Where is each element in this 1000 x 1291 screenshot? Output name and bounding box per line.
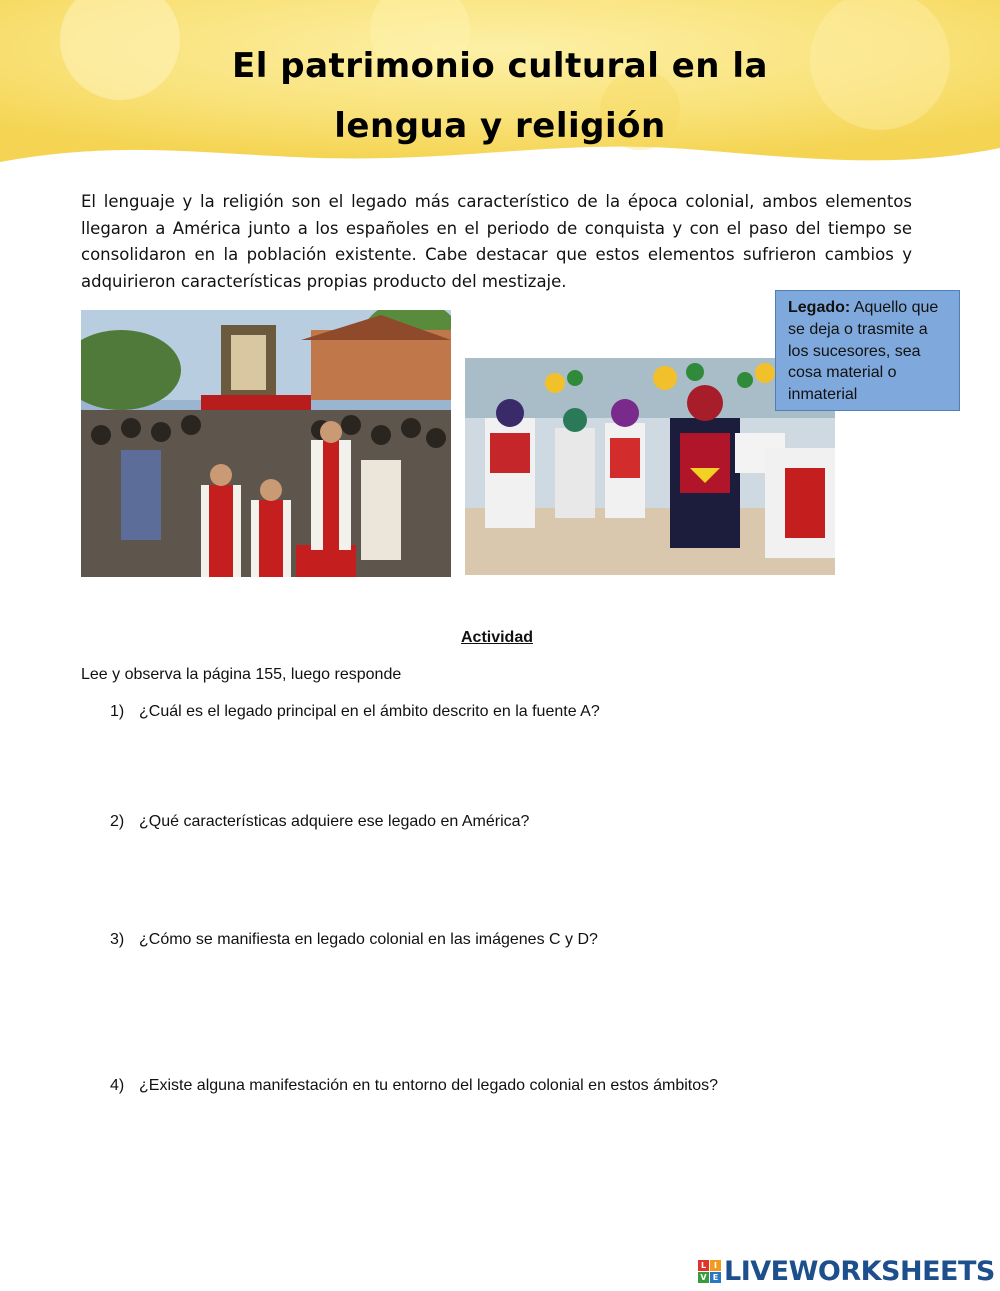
note-definition: Aquello que se deja o trasmite a los sucesores, sea cosa material o inmaterial (788, 299, 939, 404)
question-1 (110, 703, 600, 721)
logo-letter: E (710, 1272, 721, 1283)
definition-note (775, 290, 960, 411)
question-3 (110, 931, 598, 949)
logo-icon (698, 1260, 721, 1283)
title-line-1: El patrimonio cultural en la (232, 46, 768, 86)
question-number: 2) (110, 813, 125, 830)
question-number: 3) (110, 931, 125, 948)
header-banner (0, 0, 1000, 175)
question-number: 1) (110, 703, 125, 720)
question-text: ¿Qué características adquiere ese legado en América? (139, 813, 530, 830)
answer-field-4[interactable] (139, 1106, 899, 1166)
question-text: ¿Existe alguna manifestación en tu entorno del legado colonial en estos ámbitos? (139, 1077, 719, 1094)
logo-letter: L (698, 1260, 709, 1271)
title-line-2: lengua y religión (334, 106, 666, 146)
activity-instruction: Lee y observa la página 155, luego responde (81, 666, 402, 683)
question-2 (110, 813, 529, 831)
intro-paragraph: El lenguaje y la religión son el legado más característico de la época colonial, ambos elementos llegaron a América junto a los españoles en el periodo de conquista y con el paso del tiempo se consolidaron en la población existente. Cabe destacar que estos elementos sufrieron cambios y adquirieron características propias producto del mestizaje. (81, 192, 912, 291)
question-number: 4) (110, 1077, 125, 1094)
question-text: ¿Cómo se manifiesta en legado colonial en las imágenes C y D? (139, 931, 598, 948)
activity-heading: Actividad (460, 629, 533, 646)
logo-letter: V (698, 1272, 709, 1283)
procession-photo (81, 310, 451, 577)
answer-field-3[interactable] (139, 960, 899, 1020)
note-term: Legado: (788, 299, 851, 316)
page-title (0, 36, 1000, 156)
question-text: ¿Cuál es el legado principal en el ámbito descrito en la fuente A? (139, 703, 600, 720)
logo-letter: I (710, 1260, 721, 1271)
logo-text: LIVEWORKSHEETS (724, 1255, 995, 1287)
answer-field-2[interactable] (139, 842, 899, 902)
answer-field-1[interactable] (139, 730, 899, 790)
question-4 (110, 1077, 718, 1095)
liveworksheets-logo[interactable] (698, 1256, 995, 1286)
